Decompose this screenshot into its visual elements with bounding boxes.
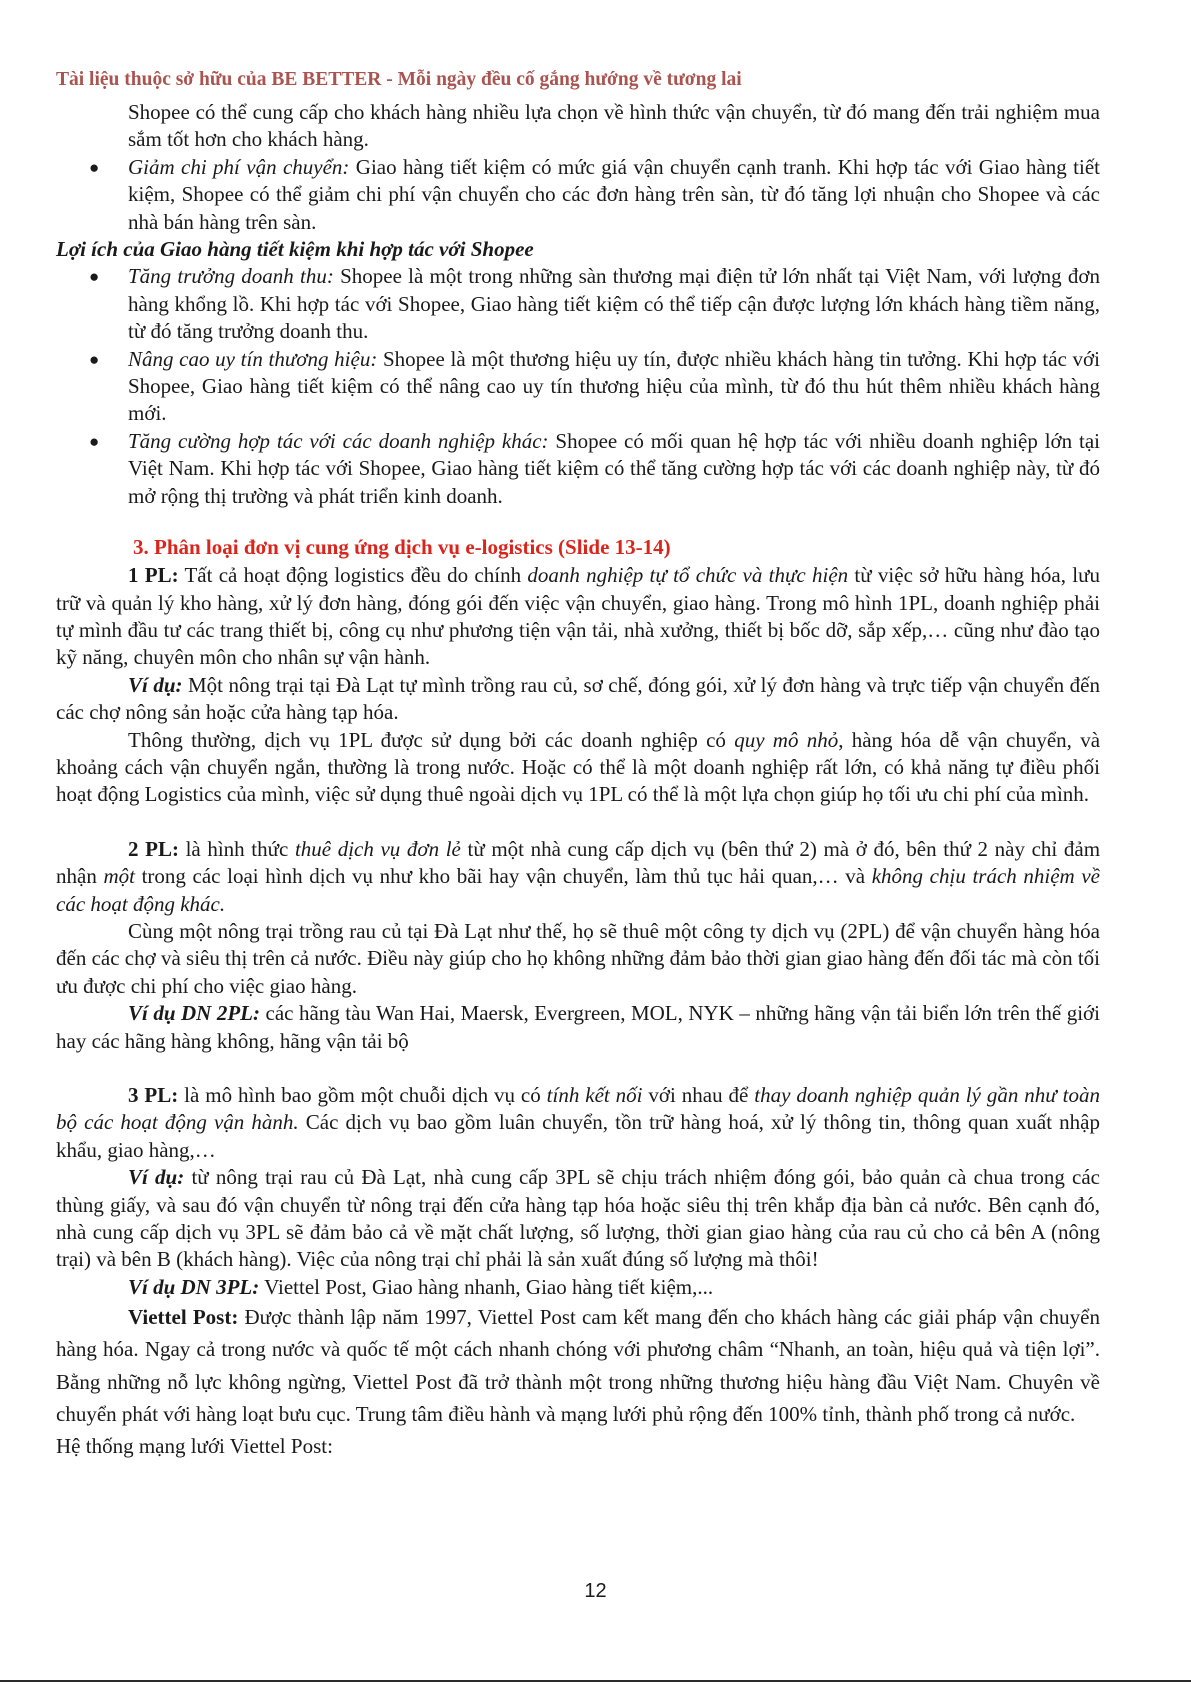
intro-continuation: Shopee có thể cung cấp cho khách hàng nhiều lựa chọn về hình thức vận chuyển, từ đó mang đến trải nghiệm mua sắm tốt hơn cho khách hàng. [128, 100, 1100, 152]
bullet-text: Giao hàng tiết kiệm có mức giá vận chuyển cạnh tranh. Khi hợp tác với Giao hàng tiết kiệm, Shopee có thể giảm chi phí vận chuyển cho các đơn hàng trên sàn, từ đó tăng lợi nhuận cho Shopee và các nhà bán hàng trên sàn. [128, 154, 1100, 234]
document-header: Tài liệu thuộc sở hữu của BE BETTER - Mỗi ngày đều cố gắng hướng về tương lai [56, 69, 742, 90]
pl3-example-companies [56, 1274, 1100, 1301]
viettel-label: Viettel Post: [128, 1305, 239, 1330]
example-text: các hãng tàu Wan Hai, Maersk, Evergreen, MOL, NYK – những hãng vận tải biển lớn trên thế giới hay các hãng hàng không, hãng vận tải bộ [56, 1001, 1100, 1053]
bullet-reduce-cost [56, 154, 1100, 236]
benefit-text: Shopee là một thương hiệu uy tín, được nhiều khách hàng tin tưởng. Khi hợp tác với Shopee, Giao hàng tiết kiệm có thể nâng cao uy tín thương hiệu của mình, từ đó thu hút thêm nhiều khách hàng mới. [128, 346, 1100, 426]
viettel-post-paragraph: Viettel Post: Được thành lập năm 1997, Viettel Post cam kết mang đến cho khách hàng các giải pháp vận chuyển hàng hóa. Ngay cả trong nước và quốc tế một cách nhanh chóng với phương châm “Nhanh, an toàn, hiệu quả và tiện lợi”. Bằng những nỗ lực không ngừng, Viettel Post đã trở thành một trong những thương hiệu hàng đầu Việt Nam. Chuyên về chuyển phát với hàng loạt bưu cục. Trung tâm điều hành và mạng lưới phủ rộng đến 100% tỉnh, thành phố trong cả nước. [56, 1305, 1100, 1426]
bullet-dot-icon: ● [89, 157, 100, 177]
bullet-dot-icon: ● [89, 267, 100, 287]
pl1-text: Tất cả hoạt động logistics đều do chính [178, 563, 528, 588]
benefit-text: Shopee là một trong những sàn thương mại điện tử lớn nhất tại Việt Nam, với lượng đơn hàng khổng lồ. Khi hợp tác với Shopee, Giao hàng tiết kiệm có thể tiếp cận được lượng lớn khách hàng tiềm năng, từ đó tăng trưởng doanh thu. [128, 264, 1100, 344]
page-number: 12 [584, 1580, 607, 1602]
pl1-usage-paragraph: Thông thường, dịch vụ 1PL được sử dụng bởi các doanh nghiệp có quy mô nhỏ, hàng hóa dễ vận chuyển, và khoảng cách vận chuyển ngắn, thường là trong nước. Hoặc có thể là một doanh nghiệp rất lớn, có khả năng tự điều phối hoạt động Logistics của mình, việc sử dụng thuê ngoài dịch vụ 1PL có thể là một lựa chọn giúp họ tối ưu chi phí của mình. [56, 727, 1101, 807]
benefit-title: Tăng cường hợp tác với các doanh nghiệp khác: [128, 428, 549, 453]
example-label: Ví dụ DN 3PL: [128, 1274, 260, 1299]
example-text: Viettel Post, Giao hàng nhanh, Giao hàng tiết kiệm,... [259, 1274, 714, 1299]
benefit-item [56, 346, 1100, 428]
viettel-network-line: Hệ thống mạng lưới Viettel Post: [56, 1434, 333, 1459]
pl1-text: từ việc sở hữu hàng hóa, lưu trữ và quản lý kho hàng, xử lý đơn hàng, đóng gói đến việc vận chuyển, giao hàng. Trong mô hình 1PL, doanh nghiệp phải tự mình đầu tư các trang thiết bị, công cụ như phương tiện vận tải, nhà xưởng, thiết bị bốc dỡ, sắp xếp,… cũng như đào tạo kỹ năng, chuyên môn cho nhân sự vận hành. [56, 563, 1100, 670]
pl2-farm-paragraph: Cùng một nông trại trồng rau củ tại Đà Lạt như thế, họ sẽ thuê một công ty dịch vụ (2PL) để vận chuyển hàng hóa đến các chợ và siêu thị trên cả nước. Điều này giúp cho họ không những đảm bảo thời gian giao hàng đến đối tác mà còn tối ưu được chi phí cho việc giao hàng. [56, 918, 1100, 998]
benefit-heading: Lợi ích của Giao hàng tiết kiệm khi hợp tác với Shopee [56, 237, 534, 262]
benefit-text: Shopee có mối quan hệ hợp tác với nhiều doanh nghiệp lớn tại Việt Nam. Khi hợp tác với Shopee, Giao hàng tiết kiệm có thể tăng cường hợp tác với các doanh nghiệp này, từ đó mở rộng thị trường và phát triển kinh doanh. [128, 428, 1100, 508]
bottom-divider [0, 1680, 1191, 1682]
example-text: từ nông trại rau củ Đà Lạt, nhà cung cấp 3PL sẽ chịu trách nhiệm đóng gói, bảo quản cà chua trong các thùng giấy, và sau đó vận chuyển từ nông trại đến cửa hàng tạp hóa hoặc siêu thị trên khắp địa bàn cả nước. Bên cạnh đó, nhà cung cấp dịch vụ 3PL sẽ đảm bảo cả về mặt chất lượng, số lượng, thời gian giao hàng của rau củ cho cả bên A (nông trại) và bên B (khách hàng). Việc của nông trại chỉ phải là sản xuất đúng số lượng mà thôi! [56, 1165, 1100, 1272]
pl1-emphasis: doanh nghiệp tự tổ chức và thực hiện [527, 563, 849, 588]
pl1-paragraph [56, 562, 1100, 672]
document-page [56, 68, 1100, 1462]
benefit-title: Nâng cao uy tín thương hiệu: [128, 346, 378, 371]
pl3-example [56, 1164, 1100, 1274]
bullet-dot-icon: ● [89, 349, 100, 369]
pl1-example [56, 672, 1100, 727]
pl2-example [56, 1000, 1100, 1055]
pl2-label: 2 PL: [128, 836, 179, 861]
pl1-label: 1 PL: [128, 563, 179, 588]
bullet-dot-icon: ● [89, 431, 100, 451]
pl2-paragraph: 2 PL: là hình thức thuê dịch vụ đơn lẻ từ một nhà cung cấp dịch vụ (bên thứ 2) mà ở đó, bên thứ 2 này chỉ đảm nhận một trong các loại hình dịch vụ như kho bãi hay vận chuyển, làm thủ tục hải quan,… và không chịu trách nhiệm về các hoạt động khác. [56, 836, 1101, 916]
pl3-label: 3 PL: [128, 1083, 179, 1107]
benefit-item [56, 263, 1100, 345]
pl3-paragraph: 3 PL: là mô hình bao gồm một chuỗi dịch vụ có tính kết nối với nhau để thay doanh nghiệp quản lý gần như toàn bộ các hoạt động vận hành. Các dịch vụ bao gồm luân chuyển, tồn trữ hàng hoá, xử lý thông tin, thông quan xuất nhập khẩu, giao hàng,… [56, 1083, 1100, 1162]
example-label: Ví dụ DN 2PL: [128, 1001, 260, 1026]
benefit-title: Tăng trưởng doanh thu: [128, 264, 334, 289]
bullet-title: Giảm chi phí vận chuyển: [128, 154, 350, 179]
example-label: Ví dụ: [128, 1165, 185, 1190]
section-3-title: 3. Phân loại đơn vị cung ứng dịch vụ e-logistics (Slide 13-14) [133, 535, 671, 560]
example-label: Ví dụ: [128, 672, 183, 697]
benefit-item [56, 428, 1100, 510]
example-text: Một nông trại tại Đà Lạt tự mình trồng rau củ, sơ chế, đóng gói, xử lý đơn hàng và trực tiếp vận chuyển đến các chợ nông sản hoặc cửa hàng tạp hóa. [56, 672, 1100, 725]
